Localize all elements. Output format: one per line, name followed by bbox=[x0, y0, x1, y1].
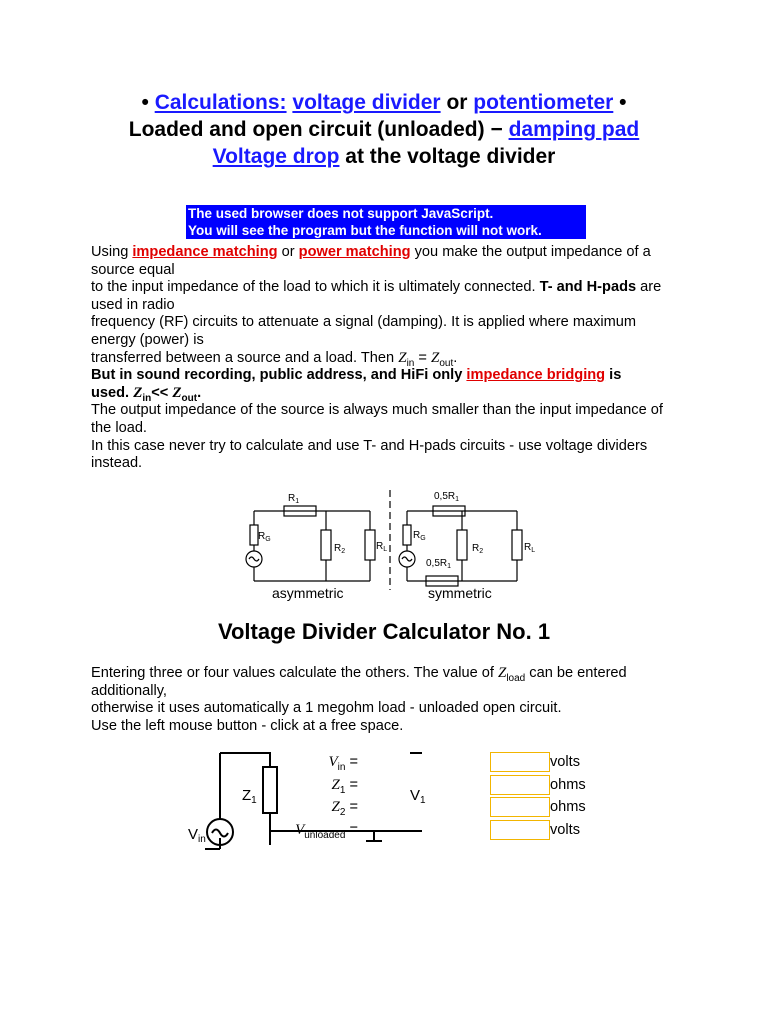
z2-label: $Z_2$ = bbox=[331, 799, 358, 818]
calc-intro-b: can be entered additionally, bbox=[91, 665, 627, 699]
circuit-diagrams bbox=[0, 484, 768, 604]
intro-line1 bbox=[91, 244, 681, 279]
bullet: • bbox=[141, 91, 149, 114]
intro-line4: transferred between a source and a load. Then $Z_{in} = Z_{out}$. bbox=[91, 349, 458, 369]
intro-p2b: are used in radio bbox=[91, 279, 662, 313]
z1-input[interactable] bbox=[490, 775, 550, 795]
calc-intro-a: Entering three or four values calculate the others. The value of bbox=[91, 665, 494, 681]
intro-rest: you make the output impedance of a source equal bbox=[91, 244, 651, 278]
power-matching-link[interactable]: power matching bbox=[298, 244, 411, 260]
zin-formula: $Z_{in}$ bbox=[398, 349, 415, 369]
label-rl-sym: $R_L$ bbox=[524, 542, 536, 554]
label-rg: $R_G$ bbox=[258, 531, 271, 543]
label-z1: $Z_1$ bbox=[242, 787, 257, 806]
heading-loaded-text: Loaded and open circuit (unloaded) − bbox=[128, 118, 503, 141]
z1-label: $Z_1$ = bbox=[331, 777, 358, 796]
calc-intro-line2: otherwise it uses automatically a 1 megohm load - unloaded open circuit. bbox=[91, 700, 562, 717]
warning-line2: You will see the program but the function will not work. bbox=[188, 223, 542, 238]
damping-pad-link[interactable]: damping pad bbox=[508, 118, 640, 141]
calculator-intro bbox=[91, 665, 681, 735]
page-heading-line3 bbox=[0, 143, 768, 170]
intro-text bbox=[91, 244, 681, 473]
z1-unit: ohms bbox=[550, 777, 586, 793]
calc-intro-line1 bbox=[91, 665, 681, 700]
label-v1: $V_1$ bbox=[410, 787, 426, 806]
vin-input[interactable] bbox=[490, 752, 550, 772]
intro-using: Using bbox=[91, 244, 129, 260]
vin-unit: volts bbox=[550, 754, 581, 770]
warning-line1: The used browser does not support JavaScript. bbox=[188, 206, 494, 221]
impedance-bridging-link[interactable]: impedance bridging bbox=[466, 367, 606, 384]
intro-p2a: to the input impedance of the load to which it is ultimately connected. bbox=[91, 279, 536, 296]
vunloaded-unit: volts bbox=[550, 822, 581, 838]
vunloaded-input[interactable] bbox=[490, 820, 550, 840]
symmetric-caption: symmetric bbox=[428, 585, 492, 601]
intro-line3: frequency (RF) circuits to attenuate a signal (damping). It is applied where maximum energy (power) is bbox=[91, 314, 637, 348]
label-r2: $R_2$ bbox=[334, 543, 346, 555]
label-rl: $R_L$ bbox=[376, 541, 388, 553]
page-heading-line2 bbox=[0, 116, 768, 143]
z2-unit: ohms bbox=[550, 799, 586, 815]
page-heading-line1 bbox=[0, 89, 768, 116]
intro-is: is bbox=[609, 367, 622, 384]
voltage-drop-link[interactable]: Voltage drop bbox=[212, 145, 340, 168]
zin-formula-2: $Z_{in}$ bbox=[133, 384, 152, 404]
bullet: • bbox=[619, 91, 627, 114]
intro-p5: But in sound recording, public address, and HiFi only bbox=[91, 367, 463, 384]
z2-input[interactable] bbox=[490, 797, 550, 817]
label-vin: $V_{in}$ bbox=[188, 826, 206, 845]
intro-line2 bbox=[91, 279, 681, 314]
label-r1: $R_1$ bbox=[288, 493, 300, 505]
intro-or: or bbox=[281, 244, 295, 260]
t-h-pads-text: T- and H-pads bbox=[539, 279, 637, 296]
eq-sign: = bbox=[418, 349, 427, 366]
calc-intro-line3: Use the left mouse button - click at a free space. bbox=[91, 717, 404, 734]
intro-line8: In this case never try to calculate and use T- and H-pads circuits - use voltage dividers instead. bbox=[91, 437, 648, 472]
calculator-title: Voltage Divider Calculator No. 1 bbox=[217, 619, 551, 644]
asymmetric-caption: asymmetric bbox=[272, 585, 344, 601]
zout-formula: $Z_{out}$ bbox=[431, 349, 454, 369]
zout-formula-2: $Z_{out}$ bbox=[172, 384, 198, 404]
voltage-divider-link[interactable]: voltage divider bbox=[292, 91, 441, 114]
intro-line5: But in sound recording, public address, and HiFi only impedance bridging is used. $Z_{in}<< Z_{out}$. bbox=[91, 367, 622, 404]
calculations-link[interactable]: Calculations: bbox=[154, 91, 287, 114]
label-rg-sym: $R_G$ bbox=[413, 530, 426, 542]
intro-p4: transferred between a source and a load. Then bbox=[91, 349, 395, 366]
javascript-warning bbox=[186, 205, 586, 239]
vunloaded-label: $V_{unloaded}$ = bbox=[295, 822, 358, 841]
label-r2-sym: $R_2$ bbox=[472, 543, 484, 555]
intro-used: used. bbox=[91, 384, 130, 401]
label-half-r1-bottom: $0,5R_1$ bbox=[426, 558, 452, 570]
intro-line7: The output impedance of the source is always much smaller than the input impedance of the load. bbox=[91, 402, 663, 436]
potentiometer-link[interactable]: potentiometer bbox=[473, 91, 614, 114]
zload-symbol: $Z_{load}$ bbox=[497, 665, 526, 684]
heading-or: or bbox=[446, 91, 468, 114]
label-half-r1-top: $0,5R_1$ bbox=[434, 491, 460, 503]
vin-label: $V_{in}$ = bbox=[328, 754, 358, 773]
heading-drop-text: at the voltage divider bbox=[345, 145, 556, 168]
impedance-matching-link[interactable]: impedance matching bbox=[132, 244, 278, 260]
